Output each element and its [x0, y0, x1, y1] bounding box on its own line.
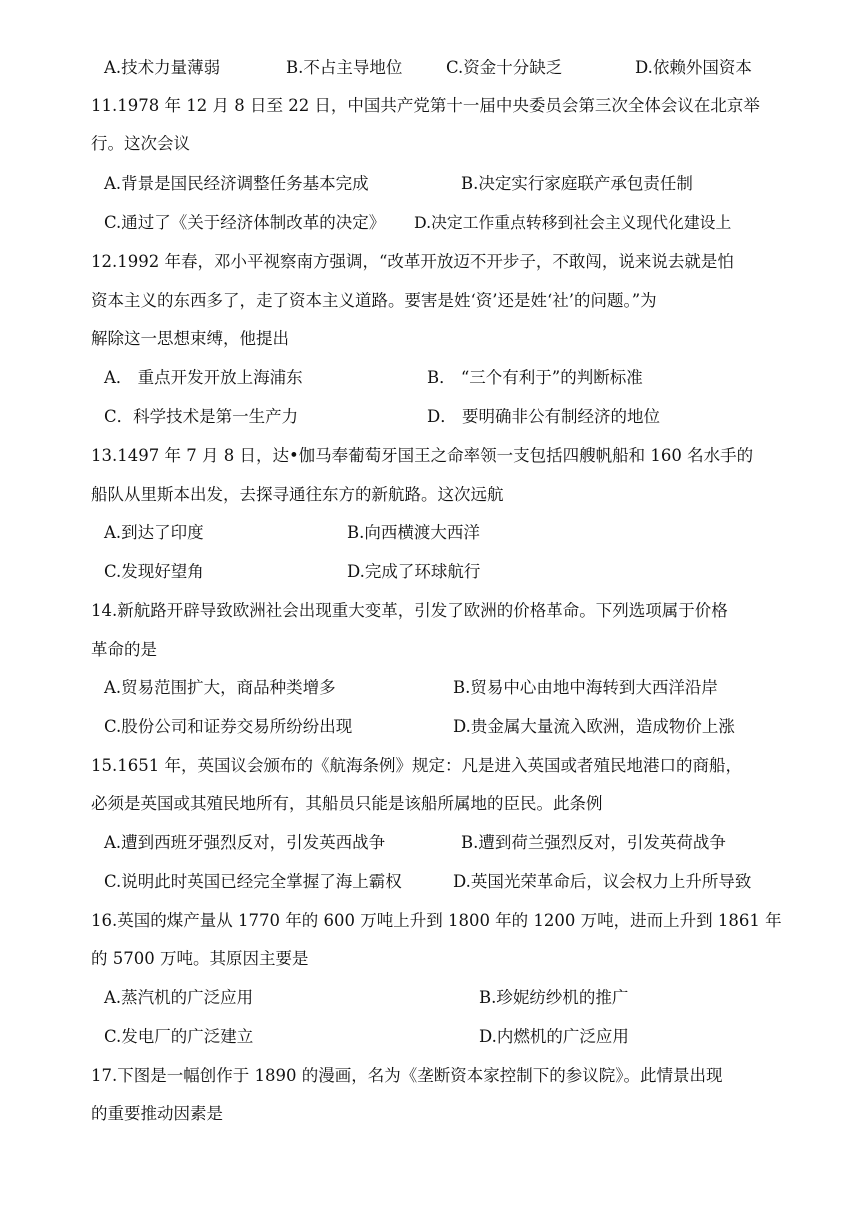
q17-stem-line1: 17.下图是一幅创作于 1890 的漫画，名为《垄断资本家控制下的参议院》。此情景出现 — [91, 1066, 723, 1085]
q13-option-b: B.向西横渡大西洋 — [347, 523, 480, 542]
q14-option-c: C.股份公司和证券交易所纷纷出现 — [104, 717, 353, 736]
q13-option-d: D.完成了环球航行 — [347, 562, 481, 581]
q13-stem-line1: 13.1497 年 7 月 8 日，达•伽马奉葡萄牙国王之命率领一支包括四艘帆船和 160 名水手的 — [91, 446, 754, 465]
q16-option-d: D.内燃机的广泛应用 — [479, 1027, 629, 1046]
q16-option-b: B.珍妮纺纱机的推广 — [479, 988, 629, 1007]
q11-option-d: D.决定工作重点转移到社会主义现代化建设上 — [414, 213, 732, 232]
q13-option-c: C.发现好望角 — [104, 562, 204, 581]
q10-option-c: C.资金十分缺乏 — [446, 58, 563, 77]
q15-option-d: D.英国光荣革命后，议会权力上升所导致 — [453, 872, 752, 891]
q10-option-b: B.不占主导地位 — [286, 58, 403, 77]
q15-stem-line1: 15.1651 年，英国议会颁布的《航海条例》规定：凡是进入英国或者殖民地港口的商船， — [91, 756, 742, 775]
q15-stem-line2: 必须是英国或其殖民地所有，其船员只能是该船所属地的臣民。此条例 — [91, 794, 603, 813]
q11-option-b: B.决定实行家庭联产承包责任制 — [461, 174, 693, 193]
q12-option-b: B． “三个有利于”的判断标准 — [427, 368, 643, 387]
q14-option-b: B.贸易中心由地中海转到大西洋沿岸 — [453, 678, 718, 697]
q16-stem-line1: 16.英国的煤产量从 1770 年的 600 万吨上升到 1800 年的 1200 万吨，进而上升到 1861 年 — [91, 911, 782, 930]
q11-option-a: A.背景是国民经济调整任务基本完成 — [104, 174, 369, 193]
q12-option-a: A． 重点开发开放上海浦东 — [104, 368, 303, 387]
q11-stem-line1: 11.1978 年 12 月 8 日至 22 日，中国共产党第十一届中央委员会第三次全体会议在北京举 — [91, 96, 760, 115]
q10-option-a: A.技术力量薄弱 — [104, 58, 221, 77]
q15-option-c: C.说明此时英国已经完全掌握了海上霸权 — [104, 872, 402, 891]
q12-option-d: D． 要明确非公有制经济的地位 — [427, 407, 660, 426]
q13-stem-line2: 船队从里斯本出发，去探寻通往东方的新航路。这次远航 — [91, 485, 504, 504]
q15-option-b: B.遭到荷兰强烈反对，引发英荷战争 — [461, 833, 726, 852]
q11-option-c: C.通过了《关于经济体制改革的决定》 — [104, 213, 386, 232]
q14-stem-line2: 革命的是 — [91, 640, 157, 659]
q10-option-d: D.依赖外国资本 — [635, 58, 752, 77]
q17-stem-line2: 的重要推动因素是 — [91, 1104, 223, 1123]
q12-stem-line2: 资本主义的东西多了，走了资本主义道路。要害是姓‘资’还是姓‘社’的问题。”为 — [91, 291, 657, 310]
q16-stem-line2: 的 5700 万吨。其原因主要是 — [91, 949, 309, 968]
q15-option-a: A.遭到西班牙强烈反对，引发英西战争 — [104, 833, 386, 852]
q16-option-c: C.发电厂的广泛建立 — [104, 1027, 254, 1046]
q14-option-a: A.贸易范围扩大，商品种类增多 — [104, 678, 336, 697]
q11-stem-line2: 行。这次会议 — [91, 134, 190, 153]
q12-stem-line1: 12.1992 年春，邓小平视察南方强调，“改革开放迈不开步子，不敢闯，说来说去就是怕 — [91, 252, 734, 271]
q14-stem-line1: 14.新航路开辟导致欧洲社会出现重大变革，引发了欧洲的价格革命。下列选项属于价格 — [91, 601, 728, 620]
q12-stem-line3: 解除这一思想束缚，他提出 — [91, 329, 289, 348]
q12-option-c: C．科学技术是第一生产力 — [104, 407, 299, 426]
q14-option-d: D.贵金属大量流入欧洲，造成物价上涨 — [453, 717, 735, 736]
q16-option-a: A.蒸汽机的广泛应用 — [104, 988, 254, 1007]
q13-option-a: A.到达了印度 — [104, 523, 204, 542]
